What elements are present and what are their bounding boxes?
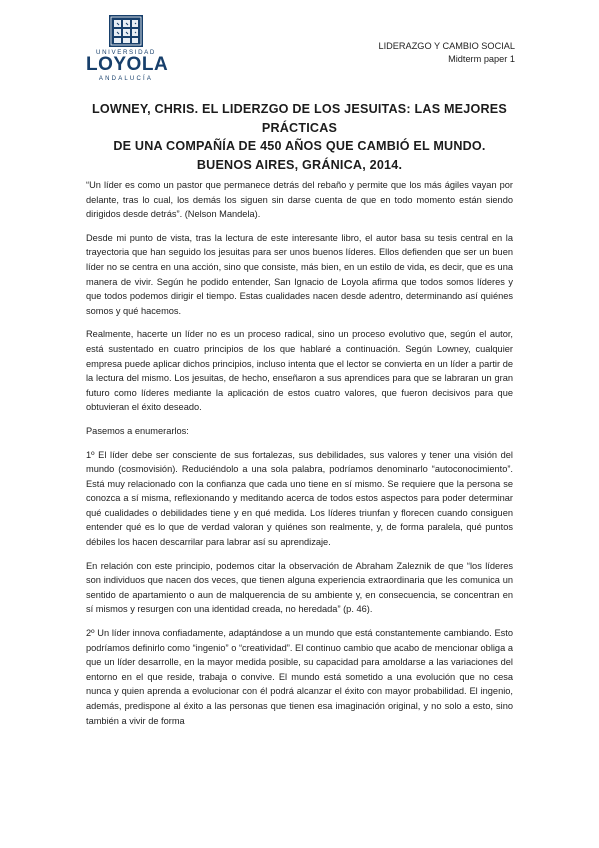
document-title — [70, 100, 529, 174]
body-paragraph: 2º Un líder innova confiadamente, adaptándose a un mundo que está constantemente cambiando. Esto podríamos definirlo como “ingenio” o “creatividad”. El continuo cambio que acabo de mencionar obliga a que un líder desarrolle, en la mayor medida posible, su capacidad para amoldarse a las variaciones del entorno en el que reside, trabaja o convive. El mundo está sometido a una evolución que no cesa nunca y quien aprenda a evolucionar con él podrá alcanzar el éxito con mayor probabilidad. El ingenio, además, predispone al éxito a las personas que tienen esa imaginación original, y no solo a esto, sino también a vivir de forma — [86, 628, 513, 726]
paper-label: Midterm paper 1 — [448, 54, 515, 64]
body-paragraph: 1º El líder debe ser consciente de sus fortalezas, sus debilidades, sus valores y tener una visión del mundo (cosmovisión). Reduciéndolo a una sola palabra, podríamos denominarlo “autoconocimiento”. Está muy relacionado con la confianza que cada uno tiene en sí mismo. Se requiere que la persona se conozca a sí misma, reflexionando y meditando acerca de todos estos aspectos para poder determinar qué cualidades o debilidades tiene y en qué medida. Los líderes triunfan y florecen cuando consiguen entender qué es lo que de verdad valoran y quiénes son realmente, y, de forma paralela, qué puntos débiles los hacen descarrilar para labrar así su aprendizaje. — [86, 449, 513, 548]
body-paragraph: Realmente, hacerte un líder no es un proceso radical, sino un proceso evolutivo que, según el autor, está sustentado en cuatro principios de los que hablaré a continuación. Según Lowney, cualquier empresa puede aplicar dichos principios, incluso intenta que el lector se convierta en un líder a partir de la lectura del mismo. Los jesuitas, de hecho, enseñaron a sus aprendices para que se labraran un gran futuro como líderes mediante la aplicación de estos cuatro valores, que fueron decisivos para que obtuvieran el éxito deseado. — [86, 329, 513, 413]
body-paragraph: Pasemos a enumerarlos: — [86, 425, 189, 436]
course-name: LIDERAZGO Y CAMBIO SOCIAL — [378, 41, 515, 51]
logo-university-label: UNIVERSIDAD — [96, 49, 156, 56]
body-paragraph: En relación con este principio, podemos citar la observación de Abraham Zaleznik de que “los líderes son individuos que nacen dos veces, que tienen alguna experiencia extraordinaria que les comunica un sentido de apartamiento o aun de malquerencia de su ambiente y, en consecuencia, se concentran en sí mismos y resurgen con una identidad creada, no heredada” (p. 46). — [86, 560, 513, 615]
quote-paragraph: “Un líder es como un pastor que permanece detrás del rebaño y permite que los más ágiles vayan por delante, tras lo cual, los demás los siguen sin darse cuenta de que en todo momento están siendo dirigidos desde detrás”. (Nelson Mandela). — [86, 180, 513, 220]
logo-region: ANDALUCÍA — [98, 76, 154, 82]
page-header — [379, 40, 516, 66]
university-logo — [86, 14, 169, 88]
body-paragraph: Desde mi punto de vista, tras la lectura de este interesante libro, el autor basa su tesis central en la trayectoria que han seguido los jesuitas para ser unos buenos líderes. Ellos defienden que ser un buen líder no se centra en una acción, sino que consiste, más bien, en un estilo de vida, es decir, que es una manera de vivir. Según he podido entender, San Ignacio de Loyola afirma que todos somos líderes y que todos podemos dirigir el tiempo. Estas cualidades nacen desde adentro, determinando así quiénes somos y qué hacemos. — [86, 232, 513, 316]
title-line: BUENOS AIRES, GRÁNICA, 2014. — [196, 157, 403, 172]
title-line: LOWNEY, CHRIS. EL LIDERZGO DE LOS JESUITAS: LAS MEJORES PRÁCTICAS — [92, 102, 507, 135]
logo-name: LOYOLA — [86, 54, 169, 75]
title-line: DE UNA COMPAÑÍA DE 450 AÑOS QUE CAMBIÓ EL MUNDO. — [113, 139, 486, 153]
university-crest-icon — [86, 14, 166, 48]
document-body — [86, 178, 513, 737]
